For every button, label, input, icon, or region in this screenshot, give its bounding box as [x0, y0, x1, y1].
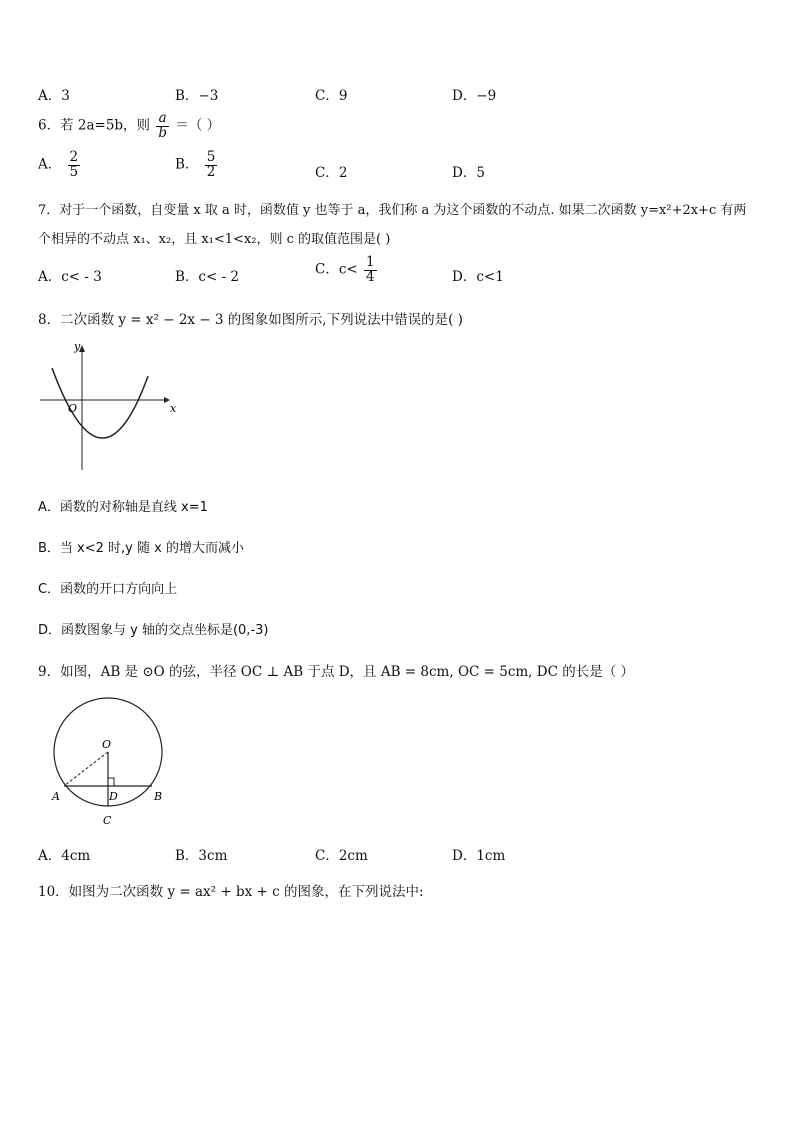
q8-x-label: x: [170, 402, 177, 415]
q9-label-d: D: [109, 790, 118, 803]
q7-option-b: B．c< - 2: [175, 269, 240, 285]
q5-option-a: A．3: [38, 88, 70, 104]
q6-stem: [38, 112, 220, 140]
q6-option-a-denominator: 5: [69, 163, 79, 180]
q9-circle-figure: [40, 690, 180, 830]
q6-fraction-denominator: b: [158, 124, 168, 141]
q6-stem-suffix: ＝（ ）: [175, 117, 221, 134]
q9-label-c: C: [103, 814, 112, 827]
q7-option-c: [315, 256, 379, 284]
q9-option-b: B．3cm: [175, 848, 228, 864]
q8-origin-label: O: [68, 402, 78, 415]
q7-option-d: D．c<1: [452, 269, 504, 285]
q9-radius-oa-dashed: [64, 752, 108, 786]
q8-y-label: y: [74, 340, 81, 353]
q9-label-o: O: [102, 738, 112, 751]
q6-stem-prefix: 6．若 2a=5b，则: [38, 117, 151, 134]
q9-right-angle-mark: [108, 778, 114, 786]
q8-option-d: D．函数图象与 y 轴的交点坐标是(0,-3): [38, 623, 269, 638]
q9-option-c: C．2cm: [315, 848, 368, 864]
q8-stem: 8．二次函数 y = x² − 2x − 3 的图象如图所示,下列说法中错误的是( ): [38, 312, 463, 328]
q6-option-d: D．5: [452, 165, 485, 181]
q6-option-a-label: A．: [38, 156, 62, 173]
q6-option-b-fraction: [205, 151, 218, 179]
q6-option-b-denominator: 2: [206, 163, 216, 180]
q6-option-a-fraction: [68, 151, 81, 179]
q6-option-b-numerator: 5: [206, 149, 216, 165]
q5-option-b: B．−3: [175, 88, 219, 104]
q8-parabola-graph: [36, 340, 181, 475]
q9-label-b: B: [154, 790, 163, 803]
q8-parabola-curve: [52, 368, 148, 438]
q8-option-b: B．当 x<2 时,y 随 x 的增大而减小: [38, 541, 244, 556]
q7-stem-line-2: 个相异的不动点 x₁、x₂，且 x₁<1<x₂，则 c 的取值范围是( ): [38, 232, 391, 247]
q5-option-c: C．9: [315, 88, 348, 104]
q8-option-c: C．函数的开口方向向上: [38, 582, 178, 597]
q6-option-b-label: B．: [175, 156, 199, 173]
q7-option-c-fraction: [364, 256, 377, 284]
q6-option-a: [38, 151, 82, 179]
q7-option-c-numerator: 1: [366, 254, 375, 270]
q7-option-c-denominator: 4: [366, 268, 375, 285]
q10-stem: 10．如图为二次函数 y = ax² + bx + c 的图象，在下列说法中:: [38, 884, 424, 900]
q7-option-c-label: C．c<: [315, 261, 358, 278]
q7-stem-line-1: 7．对于一个函数，自变量 x 取 a 时，函数值 y 也等于 a，我们称 a 为这个函数的不动点. 如果二次函数 y=x²+2x+c 有两: [38, 203, 747, 218]
q5-option-d: D．−9: [452, 88, 497, 104]
q6-option-a-numerator: 2: [69, 149, 79, 165]
q9-label-a: A: [52, 790, 60, 803]
q6-fraction: [156, 112, 169, 140]
q6-option-b: [175, 151, 219, 179]
q7-option-a: A．c< - 3: [38, 269, 102, 285]
q6-option-c: C．2: [315, 165, 348, 181]
q8-option-a: A．函数的对称轴是直线 x=1: [38, 500, 208, 515]
q9-stem: 9．如图，AB 是 ⊙O 的弦，半径 OC ⊥ AB 于点 D，且 AB = 8cm, OC = 5cm, DC 的长是（ ）: [38, 664, 635, 680]
q9-option-a: A．4cm: [38, 848, 91, 864]
q9-option-d: D．1cm: [452, 848, 506, 864]
q6-fraction-numerator: a: [158, 110, 167, 126]
